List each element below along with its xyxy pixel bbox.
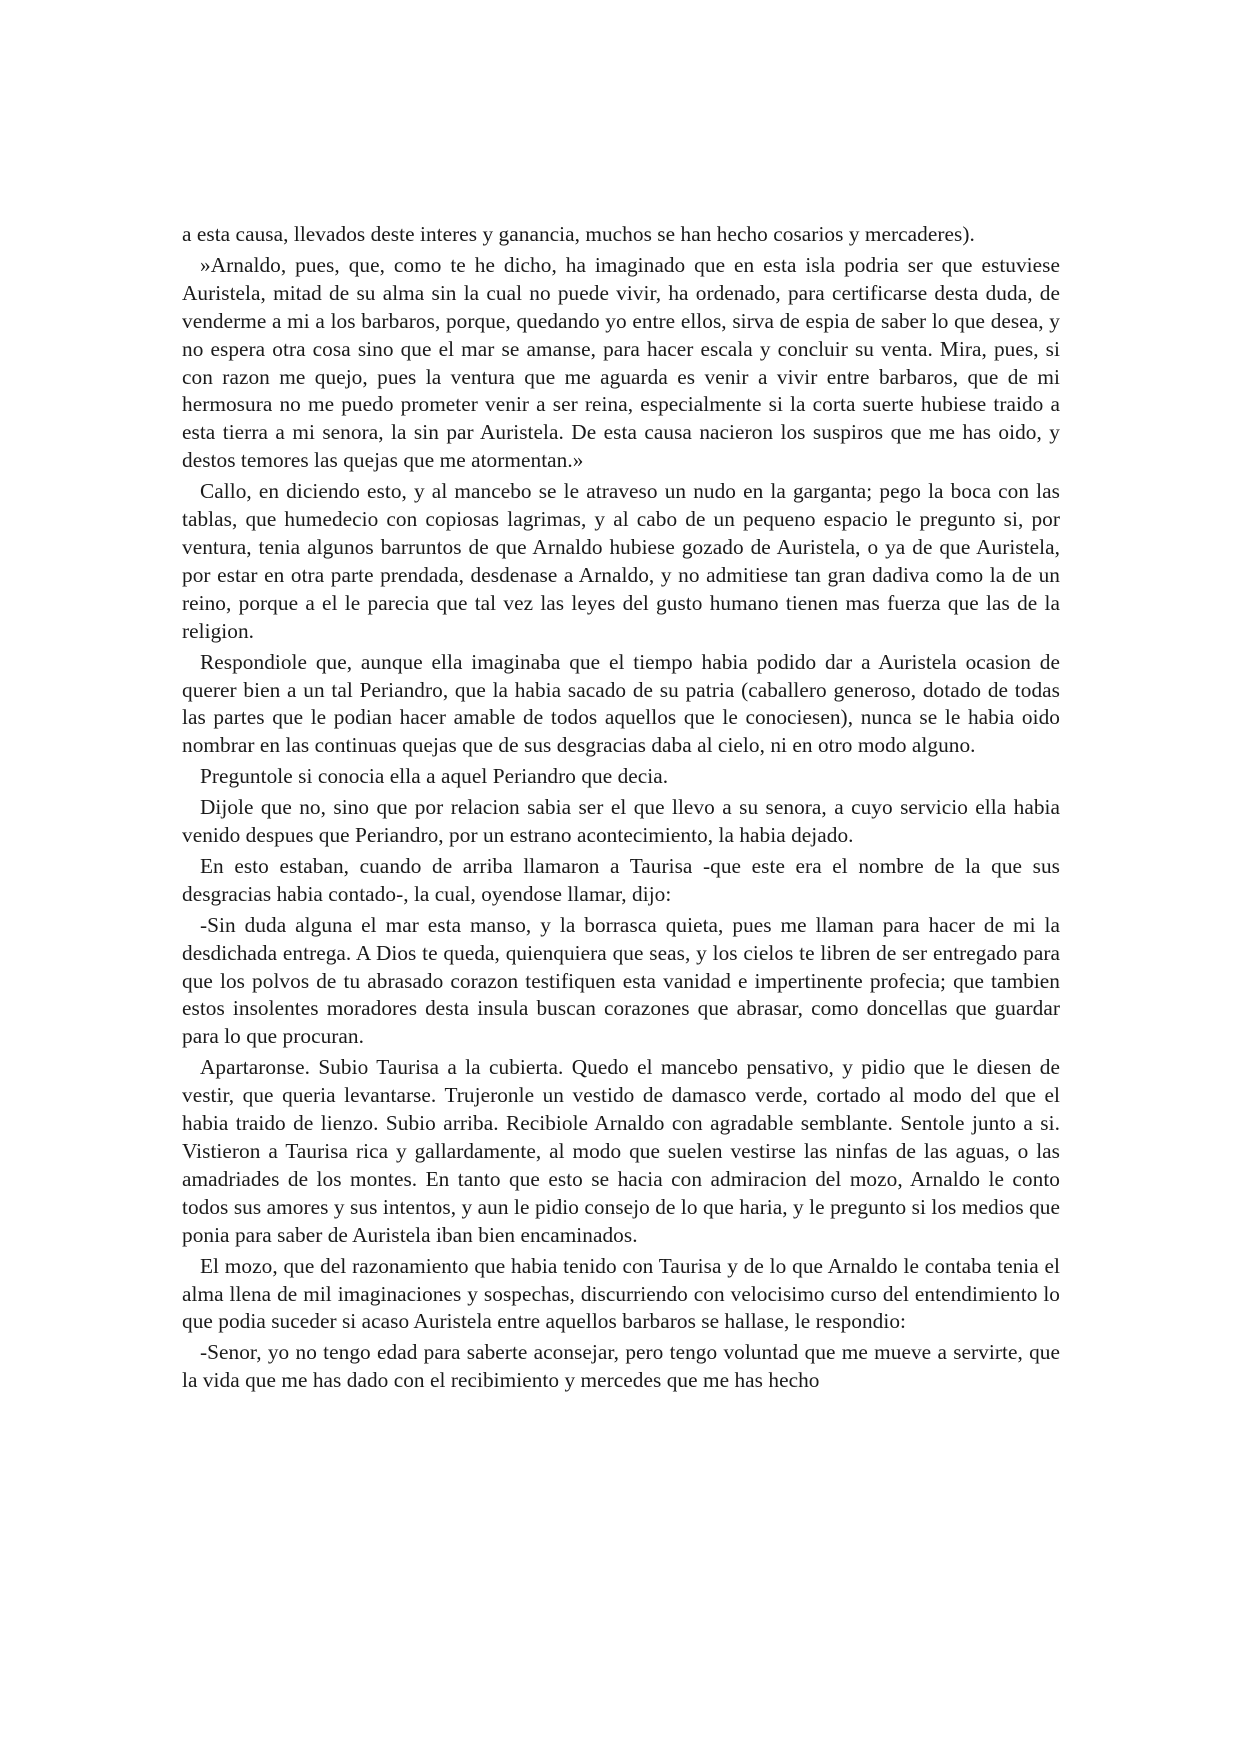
paragraph: El mozo, que del razonamiento que habia tenido con Taurisa y de lo que Arnaldo le contaba tenia el alma llena de mil imaginaciones y sospechas, discurriendo con velocisimo curso del entendimiento lo que podia suceder si acaso Auristela entre aquellos barbaros se hallase, le respondio: [182,1253,1060,1334]
paragraph: En esto estaban, cuando de arriba llamaron a Taurisa -que este era el nombre de la que sus desgracias habia contado-, la cual, oyendose llamar, dijo: [182,853,1060,906]
paragraph: Respondiole que, aunque ella imaginaba que el tiempo habia podido dar a Auristela ocasion de querer bien a un tal Periandro, que la habia sacado de su patria (caballero generoso, dotado de todas las partes que le podian hacer amable de todos aquellos que le conociesen), nunca se le habia oido nombrar en las continuas quejas que de sus desgracias daba al cielo, ni en otro modo alguno. [182,649,1060,758]
body-text [182,221,1060,1398]
paragraph: Callo, en diciendo esto, y al mancebo se le atraveso un nudo en la garganta; pego la boca con las tablas, que humedecio con copiosas lagrimas, y al cabo de un pequeno espacio le pregunto si, por ventura, tenia algunos barruntos de que Arnaldo hubiese gozado de Auristela, o ya de que Auristela, por estar en otra parte prendada, desdenase a Arnaldo, y no admitiese tan gran dadiva como la de un reino, porque a el le parecia que tal vez las leyes del gusto humano tienen mas fuerza que las de la religion. [182,479,1060,643]
paragraph: Dijole que no, sino que por relacion sabia ser el que llevo a su senora, a cuyo servicio ella habia venido despues que Periandro, por un estrano acontecimiento, la habia dejado. [182,795,1060,848]
paragraph: Apartaronse. Subio Taurisa a la cubierta. Quedo el mancebo pensativo, y pidio que le diesen de vestir, que queria levantarse. Trujeronle un vestido de damasco verde, cortado al modo del que el habia traido de lienzo. Subio arriba. Recibiole Arnaldo con agradable semblante. Sentole junto a si. Vistieron a Taurisa rica y gallardamente, al modo que suelen vestirse las ninfas de las aguas, o las amadriades de los montes. En tanto que esto se hacia con admiracion del mozo, Arnaldo le conto todos sus amores y sus intentos, y aun le pidio consejo de lo que haria, y le pregunto si los medios que ponia para saber de Auristela iban bien encaminados. [182,1055,1060,1247]
paragraph: -Senor, yo no tengo edad para saberte aconsejar, pero tengo voluntad que me mueve a servirte, que la vida que me has dado con el recibimiento y mercedes que me has hecho [182,1340,1060,1393]
paragraph: »Arnaldo, pues, que, como te he dicho, ha imaginado que en esta isla podria ser que estuviese Auristela, mitad de su alma sin la cual no puede vivir, ha ordenado, para certificarse desta duda, de venderme a mi a los barbaros, porque, quedando yo entre ellos, sirva de espia de saber lo que desea, y no espera otra cosa sino que el mar se amanse, para hacer escala y concluir su venta. Mira, pues, si con razon me quejo, pues la ventura que me aguarda es venir a vivir entre barbaros, que de mi hermosura no me puedo prometer venir a ser reina, especialmente si la corta suerte hubiese traido a esta tierra a mi senora, la sin par Auristela. De esta causa nacieron los suspiros que me has oido, y destos temores las quejas que me atormentan.» [182,252,1060,473]
paragraph: a esta causa, llevados deste interes y ganancia, muchos se han hecho cosarios y mercaderes). [182,222,975,246]
paragraph: Preguntole si conocia ella a aquel Periandro que decia. [200,764,669,789]
paragraph: -Sin duda alguna el mar esta manso, y la borrasca quieta, pues me llaman para hacer de mi la desdichada entrega. A Dios te queda, quienquiera que seas, y los cielos te libren de ser entregado para que los polvos de tu abrasado corazon testifiquen esta vanidad e impertinente profecia; que tambien estos insolentes moradores desta insula buscan corazones que abrasar, como doncellas que guardar para lo que procuran. [182,912,1060,1049]
